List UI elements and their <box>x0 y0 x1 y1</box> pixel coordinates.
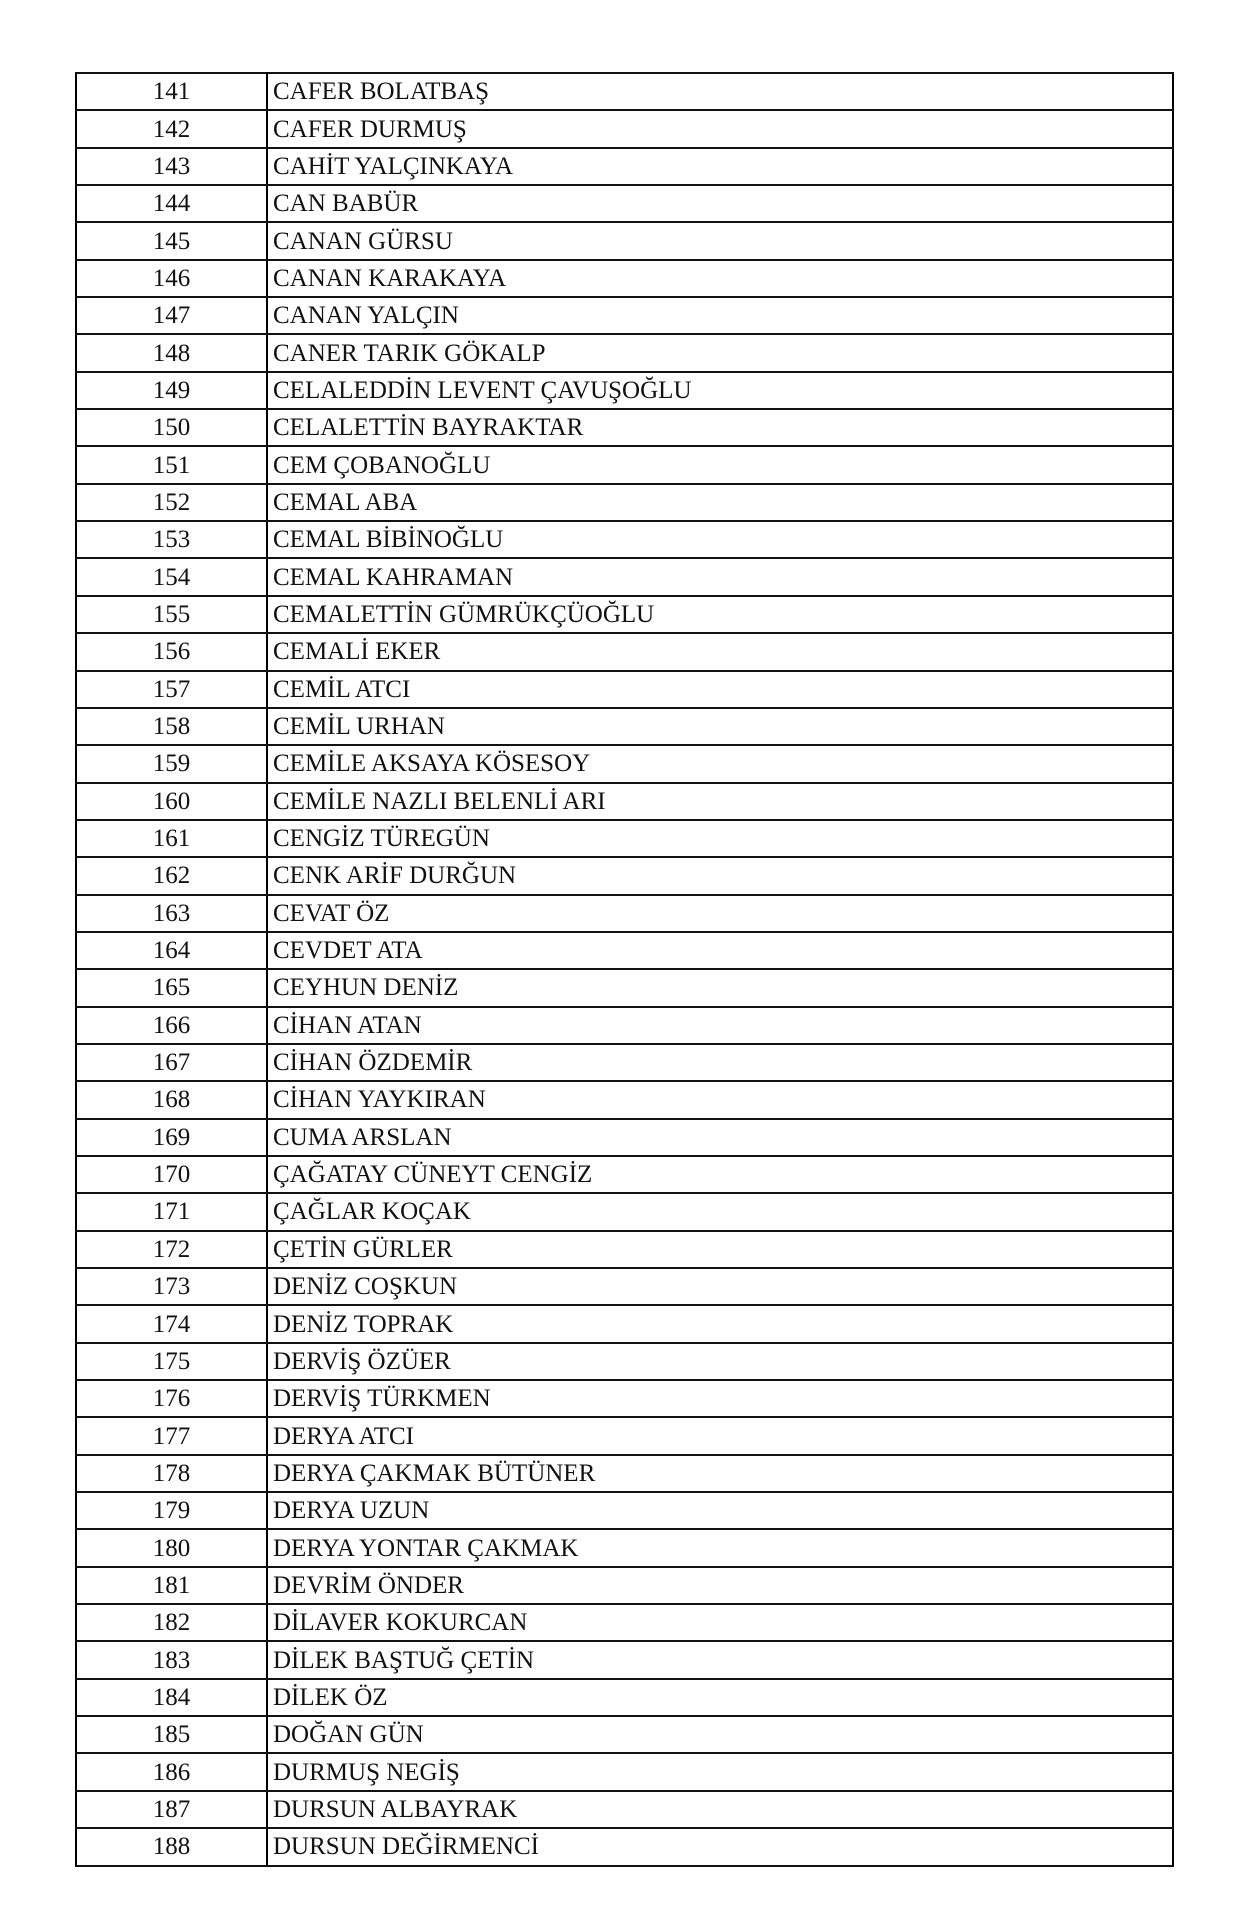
row-number-cell: 176 <box>76 1380 267 1417</box>
table-row <box>76 409 1173 446</box>
table-row <box>76 222 1173 259</box>
table-row <box>76 260 1173 297</box>
row-number-cell: 177 <box>76 1417 267 1454</box>
person-name-cell: DİLEK ÖZ <box>267 1679 1173 1716</box>
person-name-cell: CEMALİ EKER <box>267 633 1173 670</box>
person-name-cell: CEYHUN DENİZ <box>267 969 1173 1006</box>
table-row <box>76 521 1173 558</box>
row-number-cell: 167 <box>76 1044 267 1081</box>
person-name-cell: DERVİŞ ÖZÜER <box>267 1343 1173 1380</box>
table-row <box>76 297 1173 334</box>
person-name-cell: DERYA ATCI <box>267 1417 1173 1454</box>
table-row <box>76 1305 1173 1342</box>
person-name-cell: CANAN YALÇIN <box>267 297 1173 334</box>
table-row <box>76 1492 1173 1529</box>
table-row <box>76 1567 1173 1604</box>
row-number-cell: 151 <box>76 446 267 483</box>
person-name-cell: CEVDET ATA <box>267 932 1173 969</box>
person-name-cell: CİHAN ÖZDEMİR <box>267 1044 1173 1081</box>
row-number-cell: 157 <box>76 671 267 708</box>
row-number-cell: 172 <box>76 1231 267 1268</box>
person-name-cell: DERYA ÇAKMAK BÜTÜNER <box>267 1455 1173 1492</box>
table-row <box>76 969 1173 1006</box>
person-name-cell: DERYA YONTAR ÇAKMAK <box>267 1529 1173 1566</box>
table-row <box>76 1119 1173 1156</box>
table-body <box>76 73 1173 1866</box>
person-name-cell: CENK ARİF DURĞUN <box>267 857 1173 894</box>
row-number-cell: 185 <box>76 1716 267 1753</box>
person-name-cell: DENİZ TOPRAK <box>267 1305 1173 1342</box>
row-number-cell: 152 <box>76 484 267 521</box>
table-row <box>76 1156 1173 1193</box>
row-number-cell: 142 <box>76 110 267 147</box>
table-row <box>76 484 1173 521</box>
row-number-cell: 154 <box>76 558 267 595</box>
row-number-cell: 169 <box>76 1119 267 1156</box>
row-number-cell: 161 <box>76 820 267 857</box>
person-name-cell: CAN BABÜR <box>267 185 1173 222</box>
table-row <box>76 558 1173 595</box>
row-number-cell: 159 <box>76 745 267 782</box>
row-number-cell: 156 <box>76 633 267 670</box>
table-row <box>76 1791 1173 1828</box>
row-number-cell: 148 <box>76 334 267 371</box>
row-number-cell: 141 <box>76 73 267 110</box>
person-name-cell: CANER TARIK GÖKALP <box>267 334 1173 371</box>
person-name-cell: DERVİŞ TÜRKMEN <box>267 1380 1173 1417</box>
person-name-cell: CENGİZ TÜREGÜN <box>267 820 1173 857</box>
table-row <box>76 1380 1173 1417</box>
row-number-cell: 164 <box>76 932 267 969</box>
person-name-cell: CELALEDDİN LEVENT ÇAVUŞOĞLU <box>267 372 1173 409</box>
table-row <box>76 1007 1173 1044</box>
table-row <box>76 1081 1173 1118</box>
row-number-cell: 144 <box>76 185 267 222</box>
row-number-cell: 165 <box>76 969 267 1006</box>
table-row <box>76 932 1173 969</box>
row-number-cell: 147 <box>76 297 267 334</box>
table-row <box>76 1641 1173 1678</box>
row-number-cell: 149 <box>76 372 267 409</box>
person-name-cell: ÇETİN GÜRLER <box>267 1231 1173 1268</box>
row-number-cell: 162 <box>76 857 267 894</box>
row-number-cell: 170 <box>76 1156 267 1193</box>
person-name-cell: CELALETTİN BAYRAKTAR <box>267 409 1173 446</box>
person-name-cell: DURSUN ALBAYRAK <box>267 1791 1173 1828</box>
row-number-cell: 178 <box>76 1455 267 1492</box>
row-number-cell: 179 <box>76 1492 267 1529</box>
row-number-cell: 171 <box>76 1193 267 1230</box>
table-row <box>76 1343 1173 1380</box>
table-row <box>76 1679 1173 1716</box>
row-number-cell: 166 <box>76 1007 267 1044</box>
table-row <box>76 148 1173 185</box>
person-name-cell: CEVAT ÖZ <box>267 895 1173 932</box>
person-name-cell: ÇAĞLAR KOÇAK <box>267 1193 1173 1230</box>
table-row <box>76 1604 1173 1641</box>
row-number-cell: 175 <box>76 1343 267 1380</box>
table-row <box>76 1716 1173 1753</box>
person-name-cell: CEMAL ABA <box>267 484 1173 521</box>
table-row <box>76 372 1173 409</box>
table-row <box>76 596 1173 633</box>
table-row <box>76 1753 1173 1790</box>
table-row <box>76 1417 1173 1454</box>
row-number-cell: 146 <box>76 260 267 297</box>
table-row <box>76 1193 1173 1230</box>
person-name-cell: CEMİLE NAZLI BELENLİ ARI <box>267 783 1173 820</box>
name-list-table <box>75 72 1174 1867</box>
row-number-cell: 155 <box>76 596 267 633</box>
table-row <box>76 895 1173 932</box>
person-name-cell: DİLAVER KOKURCAN <box>267 1604 1173 1641</box>
row-number-cell: 182 <box>76 1604 267 1641</box>
row-number-cell: 174 <box>76 1305 267 1342</box>
row-number-cell: 153 <box>76 521 267 558</box>
row-number-cell: 168 <box>76 1081 267 1118</box>
table-row <box>76 783 1173 820</box>
table-row <box>76 820 1173 857</box>
table-row <box>76 1231 1173 1268</box>
person-name-cell: DURMUŞ NEGİŞ <box>267 1753 1173 1790</box>
person-name-cell: CAFER DURMUŞ <box>267 110 1173 147</box>
table-row <box>76 708 1173 745</box>
table-row <box>76 110 1173 147</box>
table-row <box>76 185 1173 222</box>
row-number-cell: 181 <box>76 1567 267 1604</box>
person-name-cell: CAFER BOLATBAŞ <box>267 73 1173 110</box>
row-number-cell: 163 <box>76 895 267 932</box>
person-name-cell: CUMA ARSLAN <box>267 1119 1173 1156</box>
row-number-cell: 184 <box>76 1679 267 1716</box>
person-name-cell: CEMALETTİN GÜMRÜKÇÜOĞLU <box>267 596 1173 633</box>
table-row <box>76 1044 1173 1081</box>
row-number-cell: 187 <box>76 1791 267 1828</box>
person-name-cell: CİHAN ATAN <box>267 1007 1173 1044</box>
row-number-cell: 150 <box>76 409 267 446</box>
person-name-cell: DOĞAN GÜN <box>267 1716 1173 1753</box>
row-number-cell: 173 <box>76 1268 267 1305</box>
person-name-cell: CANAN GÜRSU <box>267 222 1173 259</box>
table-row <box>76 745 1173 782</box>
row-number-cell: 143 <box>76 148 267 185</box>
person-name-cell: DERYA UZUN <box>267 1492 1173 1529</box>
person-name-cell: CİHAN YAYKIRAN <box>267 1081 1173 1118</box>
person-name-cell: CEMAL BİBİNOĞLU <box>267 521 1173 558</box>
row-number-cell: 145 <box>76 222 267 259</box>
person-name-cell: CANAN KARAKAYA <box>267 260 1173 297</box>
row-number-cell: 186 <box>76 1753 267 1790</box>
person-name-cell: DENİZ COŞKUN <box>267 1268 1173 1305</box>
row-number-cell: 160 <box>76 783 267 820</box>
table-row <box>76 1455 1173 1492</box>
person-name-cell: CEMİL ATCI <box>267 671 1173 708</box>
person-name-cell: CEMAL KAHRAMAN <box>267 558 1173 595</box>
table-row <box>76 446 1173 483</box>
person-name-cell: DEVRİM ÖNDER <box>267 1567 1173 1604</box>
person-name-cell: CEMİL URHAN <box>267 708 1173 745</box>
row-number-cell: 188 <box>76 1828 267 1865</box>
table-row <box>76 671 1173 708</box>
table-row <box>76 334 1173 371</box>
row-number-cell: 183 <box>76 1641 267 1678</box>
table-row <box>76 633 1173 670</box>
person-name-cell: CEMİLE AKSAYA KÖSESOY <box>267 745 1173 782</box>
person-name-cell: DİLEK BAŞTUĞ ÇETİN <box>267 1641 1173 1678</box>
table-row <box>76 857 1173 894</box>
table-row <box>76 1828 1173 1865</box>
table-row <box>76 1268 1173 1305</box>
person-name-cell: DURSUN DEĞİRMENCİ <box>267 1828 1173 1865</box>
person-name-cell: ÇAĞATAY CÜNEYT CENGİZ <box>267 1156 1173 1193</box>
table-row <box>76 1529 1173 1566</box>
table-row <box>76 73 1173 110</box>
row-number-cell: 158 <box>76 708 267 745</box>
row-number-cell: 180 <box>76 1529 267 1566</box>
person-name-cell: CEM ÇOBANOĞLU <box>267 446 1173 483</box>
person-name-cell: CAHİT YALÇINKAYA <box>267 148 1173 185</box>
